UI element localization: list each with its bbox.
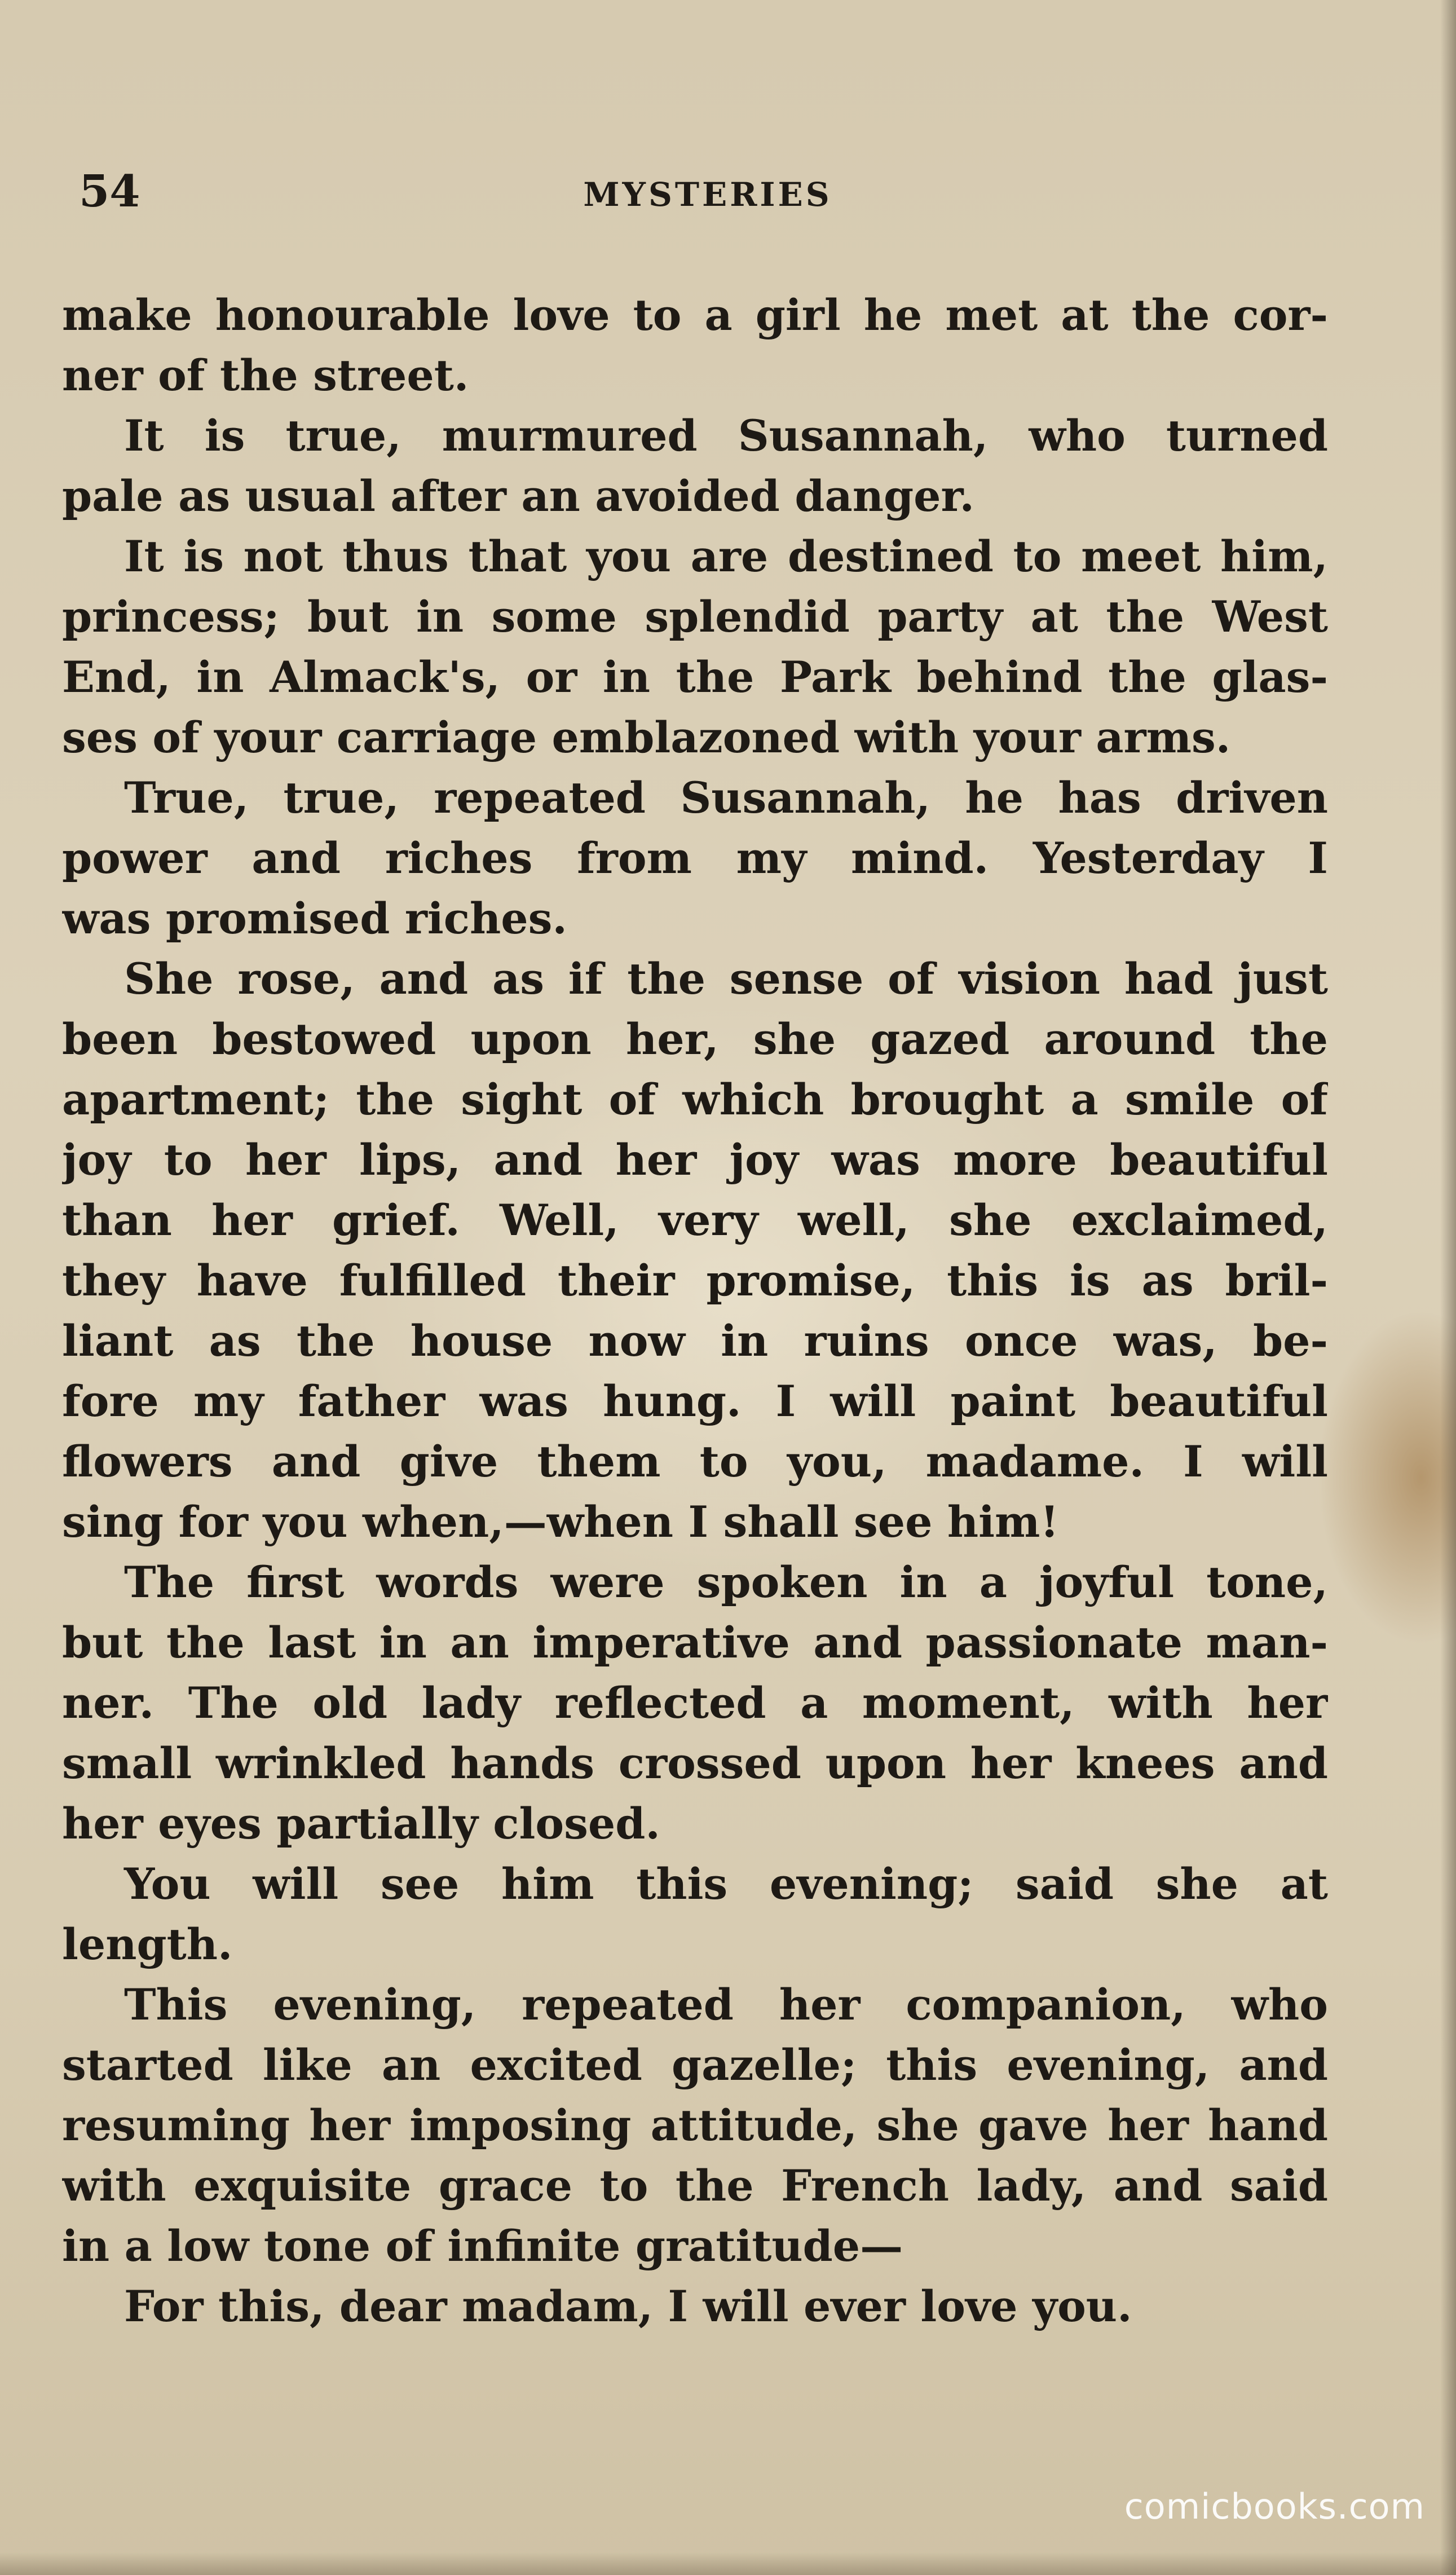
text-line: You will see him this evening; said she at — [124, 1859, 1328, 1909]
text-line: pale as usual after an avoided danger. — [62, 471, 975, 521]
text-line: been bestowed upon her, she gazed around the — [62, 1014, 1328, 1064]
text-line: resuming her imposing attitude, she gave her hand — [62, 2100, 1328, 2150]
running-head: MYSTERIES — [583, 175, 832, 214]
text-line: For this, dear madam, I will ever love you. — [124, 2281, 1132, 2331]
text-line: make honourable love to a girl he met at the cor- — [62, 290, 1328, 340]
text-line: True, true, repeated Susannah, he has driven — [124, 773, 1328, 823]
text-line: length. — [62, 1919, 233, 1969]
page-bottom-shadow — [0, 2552, 1456, 2575]
text-line: liant as the house now in ruins once was, be- — [62, 1316, 1328, 1366]
text-line: power and riches from my mind. Yesterday I — [62, 833, 1328, 883]
text-line: princess; but in some splendid party at the West — [62, 592, 1328, 642]
text-line: It is not thus that you are destined to meet him, — [124, 531, 1328, 581]
text-line: joy to her lips, and her joy was more beautiful — [62, 1135, 1328, 1185]
text-line: started like an excited gazelle; this evening, and — [62, 2040, 1328, 2090]
text-line: small wrinkled hands crossed upon her knees and — [62, 1738, 1328, 1788]
text-line: She rose, and as if the sense of vision had just — [124, 954, 1328, 1004]
text-line: sing for you when,—when I shall see him! — [62, 1497, 1059, 1547]
text-line: ner. The old lady reflected a moment, with her — [62, 1678, 1328, 1728]
text-line: than her grief. Well, very well, she exclaimed, — [62, 1195, 1328, 1245]
text-line: ses of your carriage emblazoned with your arms. — [62, 712, 1231, 762]
text-line: This evening, repeated her companion, who — [124, 1979, 1328, 2030]
text-line: her eyes partially closed. — [62, 1798, 660, 1849]
page-header — [79, 164, 1336, 226]
text-line: It is true, murmured Susannah, who turned — [124, 411, 1328, 461]
body-text — [62, 285, 1328, 2336]
text-line: in a low tone of infinite gratitude— — [62, 2221, 903, 2271]
page-edge-shadow — [1440, 0, 1456, 2575]
text-line: apartment; the sight of which brought a smile of — [62, 1074, 1328, 1125]
text-line: ner of the street. — [62, 350, 469, 400]
text-line: with exquisite grace to the French lady, and said — [62, 2160, 1328, 2211]
text-line: but the last in an imperative and passionate man- — [62, 1617, 1328, 1668]
text-line: fore my father was hung. I will paint beautiful — [62, 1376, 1328, 1426]
text-line: was promised riches. — [62, 893, 567, 943]
text-line: The first words were spoken in a joyful tone, — [124, 1557, 1328, 1607]
watermark: comicbooks.com — [1124, 2486, 1425, 2527]
text-line: they have fulfilled their promise, this is as bril- — [62, 1255, 1328, 1306]
page-number: 54 — [79, 166, 140, 217]
text-line: flowers and give them to you, madame. I will — [62, 1436, 1328, 1487]
text-line: End, in Almack's, or in the Park behind the glas- — [62, 652, 1328, 702]
